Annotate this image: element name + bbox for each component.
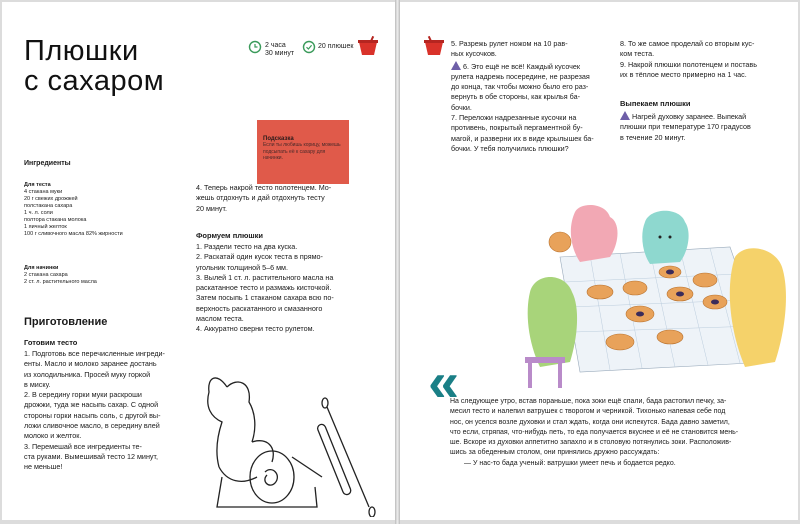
step-line: в миску. <box>24 379 51 389</box>
list-item: 2 ст. л. растительного масла <box>24 279 97 285</box>
story-line: На следующее утро, встав пораньше, пока зоки ещё спали, бада растопил печку, за- <box>450 398 727 405</box>
clock-icon <box>248 40 262 54</box>
preparation-title: Приготовление <box>24 316 108 328</box>
cooking-time: 2 часа 30 минут <box>265 42 295 57</box>
creatures-at-table-illustration <box>520 202 790 392</box>
tip-title: Подсказка <box>263 136 294 142</box>
step-line: жешь отдохнуть и дай отдохнуть тесту <box>196 193 325 203</box>
list-item: 1 яичный желток <box>24 224 67 230</box>
step-line: ком теста. <box>620 49 655 59</box>
step-line: 7. Переложи надрезанные кусочки на <box>451 113 577 123</box>
steps-column-3 <box>451 39 626 154</box>
step-line: 4. Аккуратно сверни тесто рулетом. <box>196 324 315 334</box>
list-item: 4 стакана муки <box>24 189 63 195</box>
list-item: полтора стакана молока <box>24 217 87 223</box>
steps-column-2b <box>196 242 371 335</box>
step-line: бочки. У тебя получились плюшки? <box>451 143 569 153</box>
step-line: плюшки при температуре 170 градусов <box>620 122 751 132</box>
servings-icon <box>302 40 316 54</box>
step-line: ных кусочков. <box>451 49 497 59</box>
story-line: шись за обеденным столом, они принялись дружно рассуждать: <box>450 449 660 457</box>
step-line: 20 минут. <box>196 203 228 213</box>
story-line: ше. Вскоре из духовки аппетитно запахло и в столовую потянулись зоки. Расположив- <box>450 439 732 447</box>
tip-box <box>257 120 349 184</box>
list-item: 20 г свежих дрожжей <box>24 196 78 202</box>
step-line: маслом теста. <box>196 314 244 324</box>
step-line: магой, и разверни их в виде крылышек ба- <box>451 133 594 143</box>
steps-column-1 <box>24 349 184 473</box>
tip-text: Если ты любишь корицу, можешь подсыпать её к сахару для начинки. <box>263 142 341 161</box>
right-page <box>400 2 798 520</box>
step-line: противень, покрытый пергаментной бу- <box>451 123 583 133</box>
step-line: Нагрей духовку заранее. Выпекай <box>620 110 790 122</box>
step-line: 8. То же самое проделай со вторым кус- <box>620 39 755 48</box>
left-page <box>2 2 395 520</box>
step-line: 4. Теперь накрой тесто полотенцем. Мо- <box>196 183 332 192</box>
step-line: верхность раскатанного и смазанного <box>196 303 323 313</box>
step-line: 5. Разрежь рулет ножом на 10 рав- <box>451 39 568 48</box>
bowl-icon <box>356 36 380 58</box>
story-line: месил тесто и налепил ватрушек с творогом и черникой. Тихонько напевая себе под <box>450 408 726 416</box>
step-line: 1. Раздели тесто на два куска. <box>196 242 298 251</box>
filling-title: Для начинки <box>24 265 59 271</box>
list-item: 1 ч. л. соли <box>24 210 53 216</box>
list-item: 2 стакана сахара <box>24 272 68 278</box>
story-text <box>450 397 790 469</box>
step-line: дрожжи, туда же насыпь сахар. С одной <box>24 400 159 410</box>
bake-text <box>620 110 790 143</box>
step-line: ложи сливочное масло, в середину влей <box>24 421 160 431</box>
recipe-title: Плюшки с сахаром <box>24 35 165 97</box>
ingredients-title: Ингредиенты <box>24 160 71 167</box>
dough-list <box>24 189 123 238</box>
steps-column-4 <box>620 39 790 80</box>
step-line: енты. Масло и молоко заранее достань <box>24 359 157 369</box>
story-line: — У нас-то бада ученый: ватрушки умеет печь и бодается редко. <box>464 459 676 467</box>
step-line: раскатанное тесто и размажь кисточкой. <box>196 283 332 293</box>
step-line: 6. Это ещё не всё! Каждый кусочек <box>451 60 626 72</box>
list-item: полстакана сахара <box>24 203 73 209</box>
step-line: до конца, так чтобы можно было его раз- <box>451 82 589 92</box>
dough-title: Для теста <box>24 182 51 188</box>
step-line: вернуть в обе стороны, как крылья ба- <box>451 92 581 102</box>
step-line: 3. Вылей 1 ст. л. растительного масла на <box>196 272 334 282</box>
servings: 20 плюшек <box>318 43 354 50</box>
step-line: ста руками. Вымешивай тесто 12 минут, <box>24 451 158 461</box>
bowl-icon <box>422 36 446 58</box>
step-line: стороны горки насыпь соль, с другой вы- <box>24 410 161 420</box>
prepare-dough-title: Готовим тесто <box>24 338 78 347</box>
quote-mark: « <box>428 350 460 413</box>
step-line: Затем посыпь 1 стаканом сахара всю по- <box>196 293 334 303</box>
step-line: не меньше! <box>24 462 63 472</box>
story-line: что если, стряпая, что-нибудь петь, то еда получается вкуснее и её не становится мень- <box>450 428 739 436</box>
step-line: рулета надрежь посередине, не разрезая <box>451 71 590 81</box>
list-item: 100 г сливочного масла 82% жирности <box>24 231 123 237</box>
step-line: из холодильника. Просей муку горкой <box>24 369 151 379</box>
step-line: 1. Подготовь все перечисленные ингреди- <box>24 349 165 358</box>
shape-title: Формуем плюшки <box>196 231 264 240</box>
step-line: угольник толщиной 5–6 мм. <box>196 262 288 272</box>
steps-column-2a <box>196 183 366 214</box>
step-line: 2. Раскатай один кусок теста в прямо- <box>196 252 323 262</box>
warning-icon <box>451 61 461 70</box>
step-line: их в тёплое место примерно на 1 час. <box>620 69 747 79</box>
step-line: 2. В середину горки муки раскроши <box>24 390 142 400</box>
step-line: бочки. <box>451 102 472 112</box>
dough-rolling-illustration <box>197 367 382 517</box>
step-line: 3. Перемешай все ингредиенты те- <box>24 441 142 451</box>
bake-title: Выпекаем плюшки <box>620 99 691 108</box>
filling-list <box>24 272 97 286</box>
step-line: 9. Накрой плюшки полотенцем и поставь <box>620 59 757 69</box>
step-line: молоко и желток. <box>24 431 82 441</box>
warning-icon <box>620 111 630 120</box>
story-line: нос, он уселся возле духовки и стал ждать, когда они испекутся. Бада давно заметил, <box>450 418 730 426</box>
step-line: в течение 20 минут. <box>620 132 686 142</box>
